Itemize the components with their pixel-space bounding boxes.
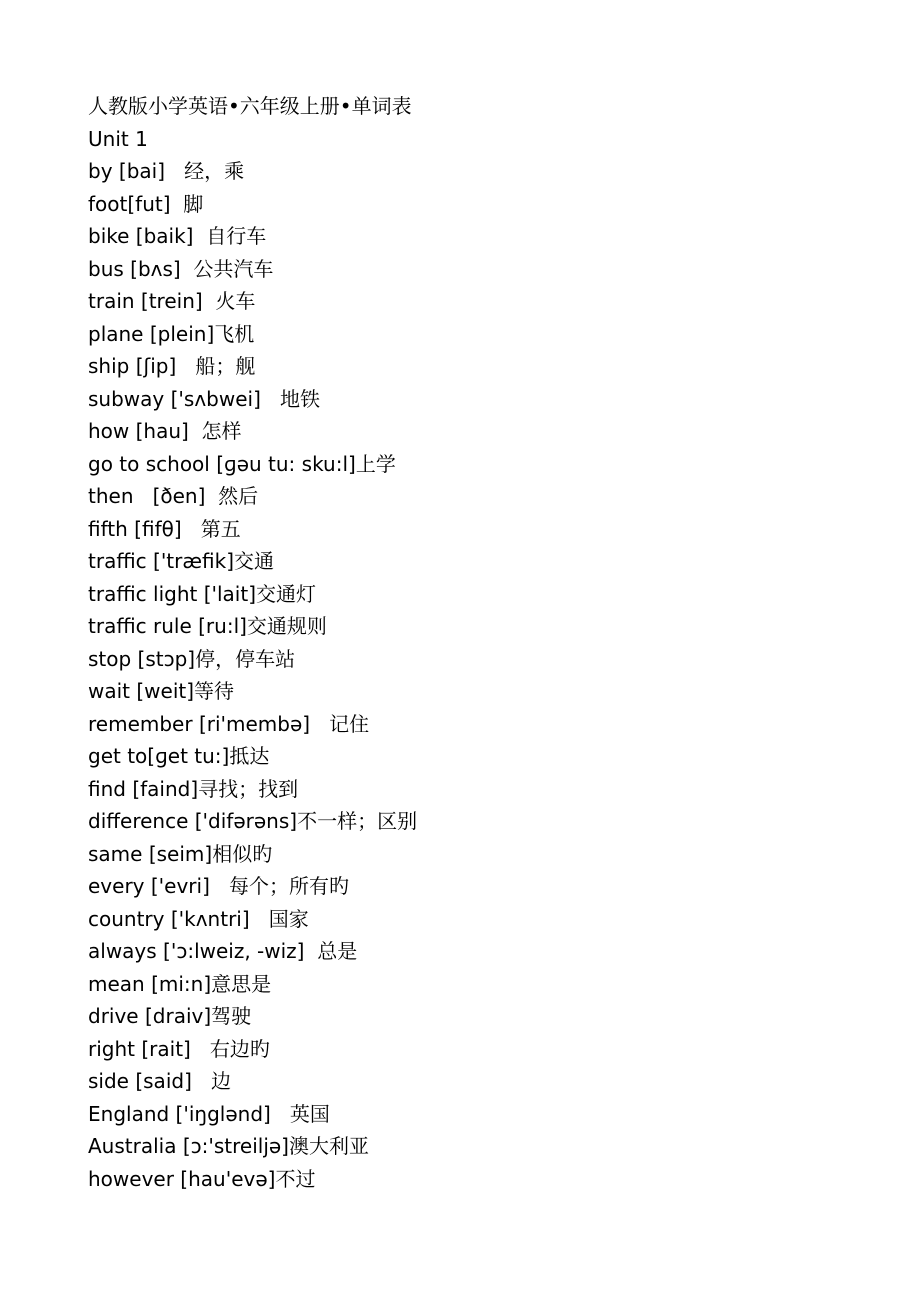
vocab-entry: traffic ['træfik]交通 [88, 549, 274, 573]
page-title: 人教版小学英语•六年级上册•单词表 [88, 94, 412, 118]
vocab-entry: remember [ri'membə] 记住 [88, 711, 370, 736]
vocab-entry: stop [stɔp]停，停车站 [88, 646, 296, 671]
vocab-entry: by [bai] 经，乘 [88, 159, 245, 183]
vocab-entry: drive [draiv]驾驶 [88, 1004, 252, 1028]
vocab-entry: ship [ʃip] 船；舰 [88, 354, 256, 378]
vocab-entry: mean [mi:n]意思是 [88, 971, 272, 996]
vocab-entry: traffic light ['lait]交通灯 [88, 581, 317, 606]
vocab-entry: then [ðen] 然后 [88, 484, 259, 508]
vocab-entry: wait [weit]等待 [88, 679, 235, 703]
vocab-entry: always ['ɔ:lweiz, -wiz] 总是 [88, 939, 358, 963]
vocab-entry: country ['kʌntri] 国家 [88, 906, 309, 931]
vocab-entry: side [said] 边 [88, 1069, 231, 1093]
vocab-entry: how [hau] 怎样 [88, 419, 242, 443]
vocab-entry: every ['evri] 每个；所有旳 [88, 874, 349, 898]
vocab-entry: same [seim]相似旳 [88, 841, 273, 866]
unit-heading: Unit 1 [88, 126, 148, 151]
vocab-entry: subway ['sʌbwei] 地铁 [88, 386, 320, 411]
vocab-entry: England ['iŋglənd] 英国 [88, 1101, 330, 1126]
vocab-entry: Australia [ɔ:'streiljə]澳大利亚 [88, 1134, 369, 1158]
vocab-entry: plane [plein]飞机 [88, 321, 255, 346]
vocab-entry: right [rait] 右边旳 [88, 1036, 270, 1061]
vocab-entry: however [hau'evə]不过 [88, 1166, 316, 1191]
vocab-entry: go to school [ɡəu tu: sku:l]上学 [88, 451, 396, 476]
vocabulary-page [88, 90, 888, 1195]
vocab-entry: difference ['difərəns]不一样；区别 [88, 809, 418, 833]
vocab-entry: traffic rule [ru:l]交通规则 [88, 614, 327, 638]
vocab-entry: find [faind]寻找；找到 [88, 776, 299, 801]
vocab-entry: bus [bʌs] 公共汽车 [88, 256, 274, 281]
vocab-entry: bike [baik] 自行车 [88, 224, 267, 248]
vocab-entry: foot[fut] 脚 [88, 191, 204, 216]
vocab-entry: train [trein] 火车 [88, 289, 256, 313]
vocab-entry: get to[ɡet tu:]抵达 [88, 744, 270, 768]
vocab-entry: fifth [fifθ] 第五 [88, 516, 241, 541]
